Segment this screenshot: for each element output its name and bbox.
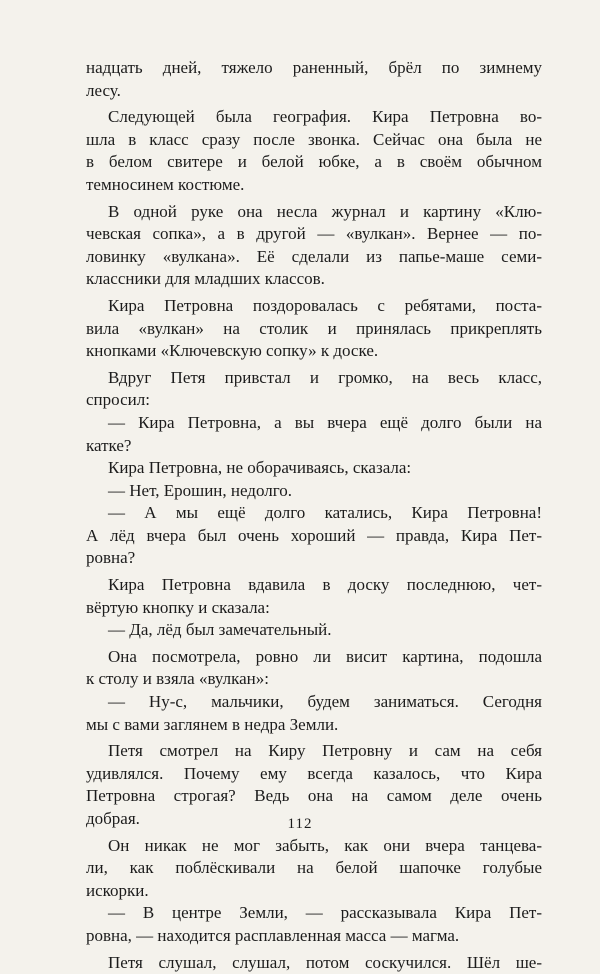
text-line: к столу и взяла «вулкан»: [86,669,270,689]
text-line: Петя слушал, слушал, потом соскучился. Шёл ше- [108,952,542,972]
text-line: чевская сопка», а в другой — «вулкан». Вернее — по- [86,224,542,244]
text-line: мы с вами заглянем в недра Земли. [86,714,339,734]
text-line: катке? [86,435,132,455]
page-number: 112 [287,816,313,832]
text-line: лесу. [86,80,121,100]
text-line: спросил: [86,390,150,410]
text-line: ровна, — находится расплавленная масса — магма. [86,925,460,945]
text-line: Кира Петровна, не оборачиваясь, сказала: [108,458,412,478]
text-line: Она посмотрела, ровно ли висит картина, подошла [108,646,542,666]
text-line: вёртую кнопку и сказала: [86,597,270,617]
text-line: — Нет, Ерошин, недолго. [108,480,293,500]
text-line: Кира Петровна поздоровалась с ребятами, поста- [108,295,542,315]
text-line: шла в класс сразу после звонка. Сейчас она была не [86,129,542,149]
text-line: ровна? [86,548,136,568]
text-line: кнопками «Ключевскую сопку» к доске. [86,341,379,361]
text-line: удивлялся. Почему ему всегда казалось, что Кира [86,763,542,783]
text-line: — А мы ещё долго катались, Кира Петровна! [108,503,542,523]
text-line: Петя смотрел на Киру Петровну и сам на себя [108,741,542,761]
text-line: — Ну-с, мальчики, будем заниматься. Сегодня [108,692,542,712]
text-line: Следующей была география. Кира Петровна во- [108,107,542,127]
text-line: В одной руке она несла журнал и картину «Клю- [108,201,542,221]
text-line: в белом свитере и белой юбке, а в своём обычном [86,152,542,172]
body-text [86,57,542,974]
text-line: — Да, лёд был замечательный. [108,620,332,640]
text-line: Вдруг Петя привстал и громко, на весь класс, [108,367,542,387]
text-line: вила «вулкан» на столик и принялась прикреплять [86,318,542,338]
text-line: темносинем костюме. [86,174,245,194]
text-line: надцать дней, тяжело раненный, брёл по зимнему [86,58,542,77]
text-line: добрая. [86,809,140,828]
text-line: Кира Петровна вдавила в доску последнюю, чет- [108,575,542,595]
text-line: — Кира Петровна, а вы вчера ещё долго были на [108,412,542,432]
text-line: — В центре Земли, — рассказывала Кира Пет- [108,903,542,923]
text-line: Петровна строгая? Ведь она на самом деле очень [86,786,542,806]
text-line: ли, как поблёскивали на белой шапочке голубые [86,858,542,878]
text-line: ловинку «вулкана». Её сделали из папье-маше семи- [86,246,542,266]
text-line: классники для младших классов. [86,269,325,289]
text-line: А лёд вчера был очень хороший — правда, Кира Пет- [86,525,542,545]
text-line: искорки. [86,880,149,900]
text-line: Он никак не мог забыть, как они вчера танцева- [108,835,542,855]
